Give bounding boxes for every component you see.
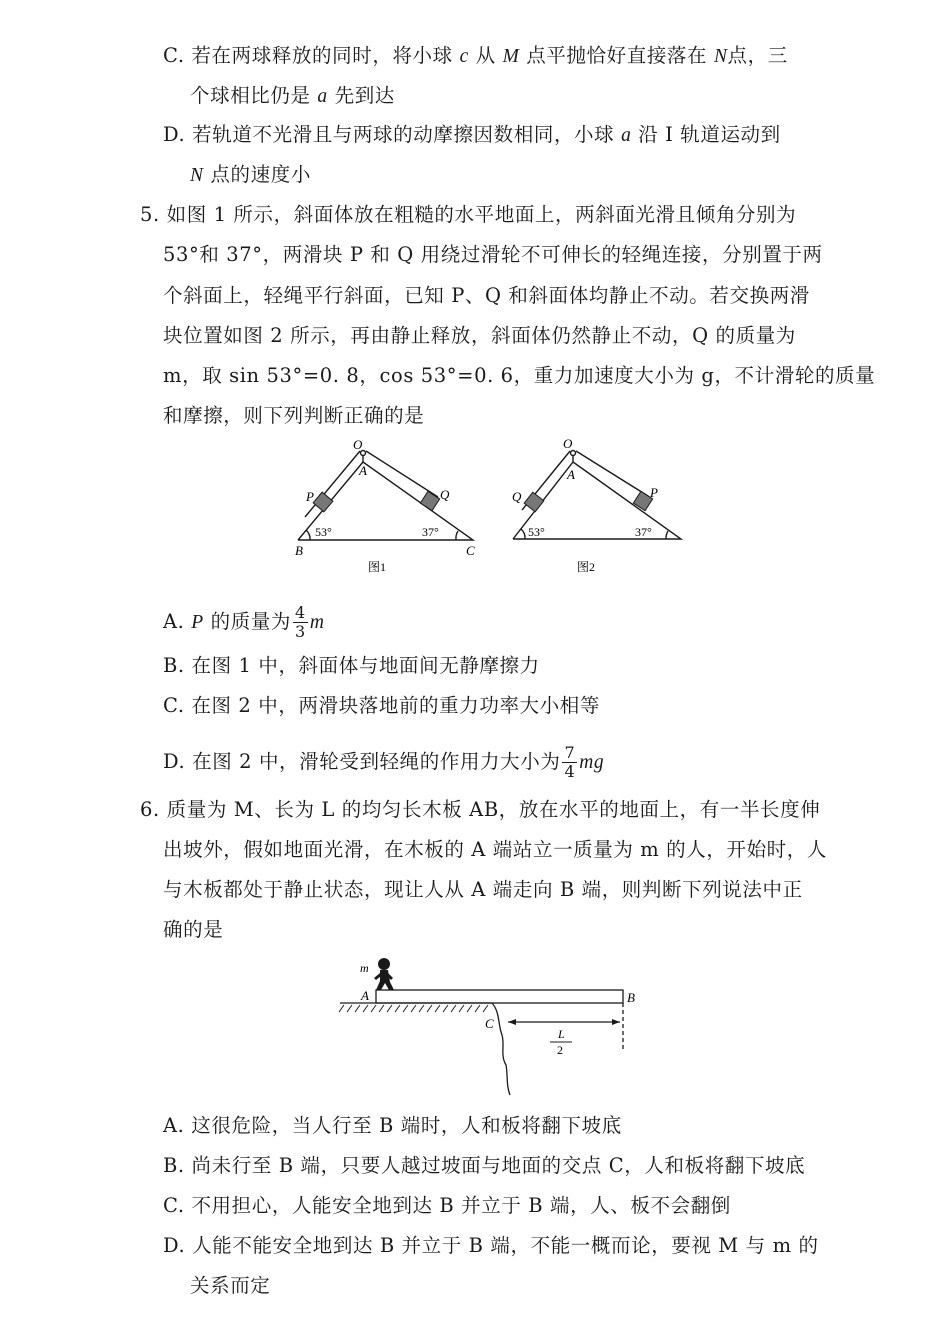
q5-stem-line4: 块位置如图 2 所示，再由静止释放，斜面体仍然静止不动，Q 的质量为 [163,324,796,347]
q4-option-d-line1 [163,125,781,146]
text: 点平抛恰好直接落在 [526,44,708,67]
q6-stem-line4: 确的是 [163,918,224,941]
text: 沿 Ⅰ 轨道运动到 [638,123,781,146]
q5-option-a [163,605,325,640]
angle-37: 37° [422,525,439,539]
q6-option-c [163,1196,731,1216]
q6-stem-line1 [140,800,820,820]
text: 个球相比仍是 [190,84,311,107]
var: N [190,165,204,186]
label-p: P [306,489,314,504]
dim-numerator: L [558,1027,565,1041]
option-label: C. [163,1194,185,1217]
option-label: A. [163,610,185,633]
label-c: C [466,543,475,558]
option-label: A. [163,1114,185,1137]
var: P [191,612,204,633]
q6-option-a [163,1116,622,1136]
text: 若轨道不光滑且与两球的动摩擦因数相同，小球 [192,123,615,146]
option-label: D. [163,123,186,146]
figure-caption: 图1 [368,560,387,574]
q4-option-d-line2 [190,165,311,186]
text: 若在两球释放的同时，将小球 [191,44,453,67]
text: 从 [475,44,496,67]
denominator: 3 [295,622,306,641]
option-label: C. [163,694,185,717]
q5-stem-line3: 个斜面上，轻绳平行斜面，已知 P、Q 和斜面体均静止不动。若交换两滑 [163,284,810,307]
text: 点的速度小 [210,163,311,186]
var: a [621,125,632,146]
label-a: A [359,463,367,478]
label-c: C [485,1016,494,1031]
q6-option-d-line1 [163,1236,819,1256]
text: 点，三 [727,44,788,67]
angle-53: 53° [315,525,332,539]
label-a: A [567,467,575,482]
q6-stem-line2: 出坡外，假如地面光滑，在木板的 A 端站立一质量为 m 的人，开始时，人 [163,838,827,861]
text: 的质量为 [210,610,292,633]
option-label: D. [163,1234,186,1257]
angle-37: 37° [635,525,652,539]
label-p: P [650,485,658,500]
person-icon [374,958,394,990]
q5-stem-line1 [140,205,796,225]
var: m [309,612,325,633]
fraction [293,605,308,640]
angle-53: 53° [528,525,545,539]
label-q: Q [440,487,450,502]
text: 尚未行至 B 端，只要人越过坡面与地面的交点 C，人和板将翻下坡底 [191,1154,806,1177]
q6-option-b [163,1156,805,1176]
var: a [317,86,328,107]
question-number: 6. [140,798,160,821]
var: mg [579,752,605,773]
fraction [562,745,577,780]
text: 在图 1 中，斜面体与地面间无静摩擦力 [191,654,540,677]
label-m: m [360,961,369,975]
option-label: B. [163,1154,185,1177]
var: M [502,46,520,67]
numerator: 7 [564,743,576,762]
q4-option-c-line2 [190,86,395,107]
question-number: 5. [140,203,160,226]
var: c [459,46,469,67]
text: 不用担心，人能安全地到达 B 并立于 B 端，人、板不会翻倒 [191,1194,731,1217]
text: 在图 2 中，滑轮受到轻绳的作用力大小为 [192,750,561,773]
text: 先到达 [334,84,395,107]
label-o: O [563,436,573,451]
label-q: Q [512,489,522,504]
q4-option-c-line1 [163,46,788,67]
figure-1-incline-diagram [280,435,490,580]
q5-option-d [163,745,604,780]
var: N [713,46,728,67]
option-label: B. [163,654,185,677]
q5-stem-line5: m，取 sin 53°=0. 8，cos 53°=0. 6，重力加速度大小为 g，不计滑轮的质量 [163,364,876,387]
q6-option-d-line2: 关系而定 [190,1274,271,1297]
text: 如图 1 所示，斜面体放在粗糙的水平地面上，两斜面光滑且倾角分别为 [166,203,797,226]
label-a: A [361,988,369,1003]
figure-caption: 图2 [577,560,596,574]
label-b: B [627,990,635,1005]
q5-stem-line2: 53°和 37°，两滑块 P 和 Q 用绕过滑轮不可伸长的轻绳连接，分别置于两 [163,243,823,266]
q5-stem-line6: 和摩擦，则下列判断正确的是 [163,404,425,427]
label-o: O [353,437,363,452]
numerator: 4 [295,603,306,622]
option-label: D. [163,750,186,773]
figure-2-incline-diagram [500,435,700,580]
q6-stem-line3: 与木板都处于静止状态，现让人从 A 端走向 B 端，则判断下列说法中正 [163,878,803,901]
figure-plank-cliff-diagram [330,950,650,1100]
text: 人能不能安全地到达 B 并立于 B 端，不能一概而论，要视 M 与 m 的 [192,1234,819,1257]
text: 这很危险，当人行至 B 端时，人和板将翻下坡底 [191,1114,622,1137]
dim-denominator: 2 [557,1043,563,1057]
q5-option-c [163,696,600,716]
option-label: C. [163,44,185,67]
q5-option-b [163,656,540,676]
text: 在图 2 中，两滑块落地前的重力功率大小相等 [191,694,600,717]
denominator: 4 [564,762,576,781]
text: 质量为 M、长为 L 的均匀长木板 AB，放在水平的地面上，有一半长度伸 [166,798,821,821]
label-b: B [295,543,303,558]
